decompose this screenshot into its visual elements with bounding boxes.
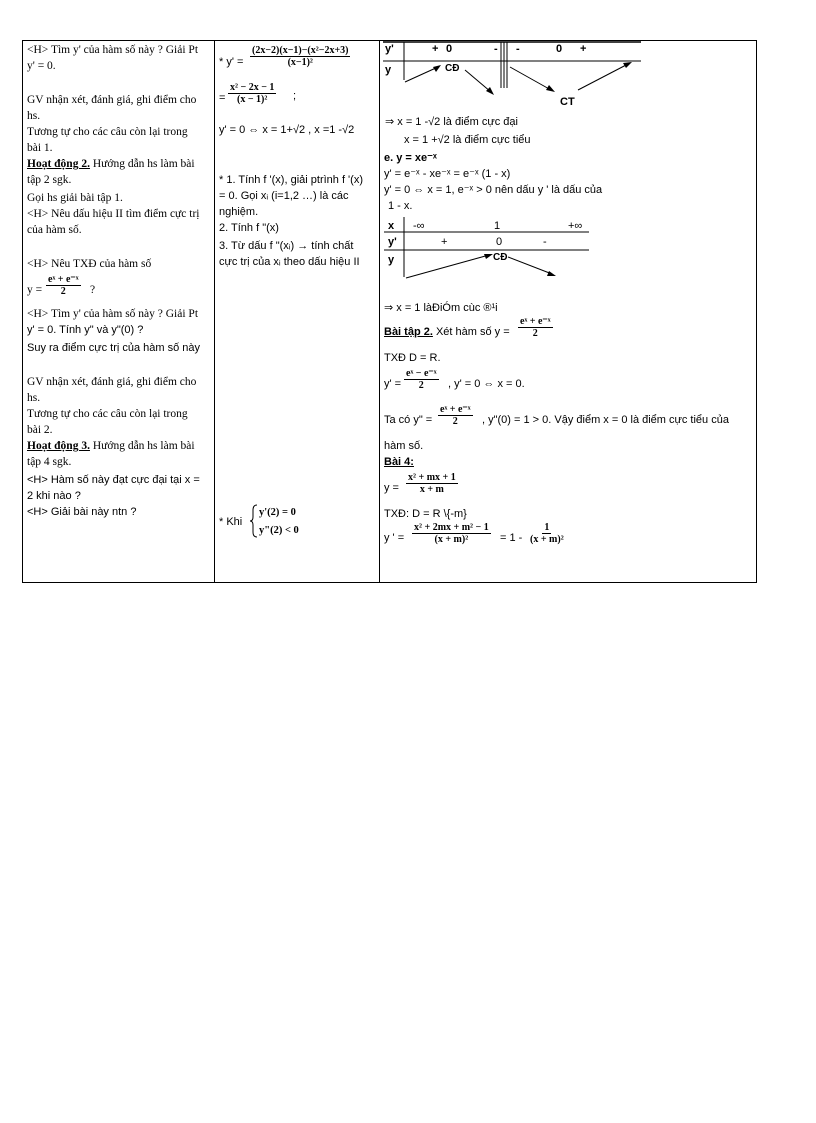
formula-label: y ' = — [384, 532, 405, 544]
vt1-zero: 0 — [446, 43, 453, 55]
text-line: của hàm số. — [27, 224, 82, 236]
activity-heading — [27, 158, 195, 171]
text-line: y' = 0. — [27, 60, 56, 72]
denominator: (x + m)² — [434, 534, 469, 545]
semicolon: ; — [293, 90, 297, 102]
question-mark: ? — [90, 284, 96, 296]
vt1-sign: - — [516, 43, 520, 55]
formula-label: * y' = — [219, 56, 244, 68]
exercise-text: Xét hàm số y = — [432, 326, 510, 338]
vt2-yprime-label: y' — [388, 236, 397, 248]
text-line: <H> Hàm số này đạt cực đại tại x = — [27, 474, 200, 486]
activity-text: Hướng dẫn hs làm bài — [89, 158, 195, 170]
text-line: Tương tự cho các câu còn lại trong — [27, 408, 188, 420]
denominator: 2 — [418, 380, 424, 391]
denominator: 2 — [452, 416, 458, 427]
text-line: GV nhận xét, đánh giá, ghi điểm cho — [27, 94, 197, 106]
fraction — [228, 82, 276, 105]
text-line: ⇒ x = 1 -√2 là điểm cực đại — [385, 116, 518, 128]
vt1-sign: + — [580, 43, 587, 55]
text-line: cực trị của xᵢ theo dấu hiệu II — [219, 256, 360, 268]
exercise-title: Bài 4: — [384, 456, 414, 468]
denominator: 2 — [60, 286, 66, 297]
text-line: <H> Nêu TXĐ của hàm số — [27, 258, 152, 270]
activity-title: Hoạt động 3. — [27, 440, 90, 452]
text-line: <H> Nêu dấu hiệu II tìm điểm cực trị — [27, 208, 200, 220]
text-line: 2 khi nào ? — [27, 490, 81, 502]
brace-icon — [250, 504, 258, 538]
roots-line: y' = 0 ⇔ x = 1+√2 , x =1 -√2 — [219, 124, 355, 136]
text-line: Suy ra điểm cực trị của hàm số này — [27, 342, 201, 354]
fraction — [250, 45, 350, 68]
activity-title: Hoạt động 2. — [27, 158, 90, 170]
numerator: (2x−2)(x−1)−(x²−2x+3) — [252, 45, 349, 56]
text-line: <H> Tìm y' của hàm số này ? Giải Pt — [27, 308, 199, 320]
text-line: Gọi hs giải bài tập 1. — [27, 192, 123, 204]
text-line: GV nhận xét, đánh giá, ghi điểm cho — [27, 376, 197, 388]
numerator: eˣ + e⁻ˣ — [520, 316, 551, 327]
vt2-x-value: -∞ — [413, 220, 425, 232]
denominator: 2 — [532, 328, 538, 339]
fraction — [438, 404, 473, 427]
text-line: TXĐ: D = R \{-m} — [384, 508, 467, 520]
text-line: ⇒ x = 1 làÐiÓm cùc ®¹i — [384, 302, 498, 314]
fraction — [404, 368, 439, 391]
vt1-min-label: CT — [560, 96, 575, 108]
denominator: (x + m)² — [530, 534, 564, 545]
vt2-x-value: +∞ — [568, 220, 583, 232]
numerator: x² + mx + 1 — [408, 472, 456, 483]
text-line: 2. Tính f "(x) — [219, 222, 279, 234]
text-line: tập 2 sgk. — [27, 174, 72, 186]
text-line: e. y = xe⁻ˣ — [384, 152, 437, 164]
vt1-y-label: y — [385, 64, 392, 76]
text-line: = 0. Gọi xᵢ (i=1,2 …) là các — [219, 190, 349, 202]
fraction — [412, 522, 491, 545]
numerator: 1 — [544, 522, 550, 533]
numerator: x² + 2mx + m² − 1 — [414, 522, 489, 533]
text-line: * 1. Tính f '(x), giải ptrình f '(x) — [219, 174, 363, 186]
fraction — [406, 472, 458, 495]
formula-label: Ta có y" = — [384, 414, 433, 426]
numerator: eˣ + e⁻ˣ — [440, 404, 471, 415]
text-line: <H> Tìm y' của hàm số này ? Giải Pt — [27, 44, 199, 56]
text-line: 1 - x. — [388, 200, 413, 212]
condition-1: y'(2) = 0 — [259, 507, 296, 518]
vt2-y-label: y — [388, 254, 395, 266]
text-line: , y' = 0 ⇔ x = 0. — [448, 378, 525, 390]
vt2-max-label: CĐ — [493, 252, 508, 263]
formula-label: y' = — [384, 378, 402, 390]
text-line: bài 2. — [27, 424, 53, 436]
activity-heading — [27, 440, 195, 453]
text-line: bài 1. — [27, 142, 53, 154]
equals-sign: = — [219, 92, 226, 104]
vt1-zero: 0 — [556, 43, 563, 55]
formula-label: y = — [384, 482, 399, 494]
text-line: , y"(0) = 1 > 0. Vậy điểm x = 0 là điểm cực tiểu của — [482, 414, 729, 426]
vt2-zero: 0 — [496, 236, 503, 248]
text-line: y' = e⁻ˣ - xe⁻ˣ = e⁻ˣ (1 - x) — [384, 168, 511, 180]
activity-text: Hướng dẫn hs làm bài — [89, 440, 195, 452]
denominator: (x−1)² — [287, 57, 313, 68]
vt1-yprime-label: y' — [385, 43, 394, 55]
vt2-x-label: x — [388, 220, 395, 232]
text-line: x = 1 +√2 là điểm cực tiểu — [404, 134, 531, 146]
vt2-x-value: 1 — [494, 220, 501, 232]
variation-table-1-lines — [383, 40, 643, 120]
fraction — [528, 522, 566, 545]
numerator: eˣ − e⁻ˣ — [406, 368, 437, 379]
text-line: y' = 0 ⇔ x = 1, e⁻ˣ > 0 nên dấu y ' là dấu của — [384, 184, 603, 196]
vt1-max-label: CĐ — [445, 63, 460, 74]
text-line: hs. — [27, 392, 41, 404]
text-line: hs. — [27, 110, 41, 122]
denominator: x + m — [419, 484, 444, 495]
column-divider — [379, 40, 380, 583]
vt2-sign: - — [543, 236, 547, 248]
text-line: <H> Giải bài này ntn ? — [27, 506, 137, 518]
exercise-title: Bài tập 2. — [384, 326, 433, 338]
text-line: hàm số. — [384, 440, 424, 452]
condition-2: y"(2) < 0 — [259, 525, 299, 536]
text-line: * Khi — [219, 516, 243, 528]
numerator: eˣ + e⁻ˣ — [48, 274, 79, 285]
text-line: = 1 - — [500, 532, 523, 544]
vt2-sign: + — [441, 236, 448, 248]
text-line: Tương tự cho các câu còn lại trong — [27, 126, 188, 138]
formula-y-label: y = — [27, 284, 43, 296]
fraction — [518, 316, 553, 339]
vt1-sign: + — [432, 43, 439, 55]
text-line: tập 4 sgk. — [27, 456, 72, 468]
text-line: TXĐ D = R. — [384, 352, 441, 364]
text-line: y' = 0. Tính y" và y"(0) ? — [27, 324, 144, 336]
exercise-heading — [384, 326, 510, 339]
numerator: x² − 2x − 1 — [230, 82, 275, 93]
vt1-sign: - — [494, 43, 498, 55]
text-line: 3. Từ dấu f "(xᵢ) → tính chất — [219, 240, 354, 252]
fraction — [46, 274, 81, 297]
denominator: (x − 1)² — [237, 94, 268, 105]
column-divider — [214, 40, 215, 583]
text-line: nghiệm. — [219, 206, 259, 218]
